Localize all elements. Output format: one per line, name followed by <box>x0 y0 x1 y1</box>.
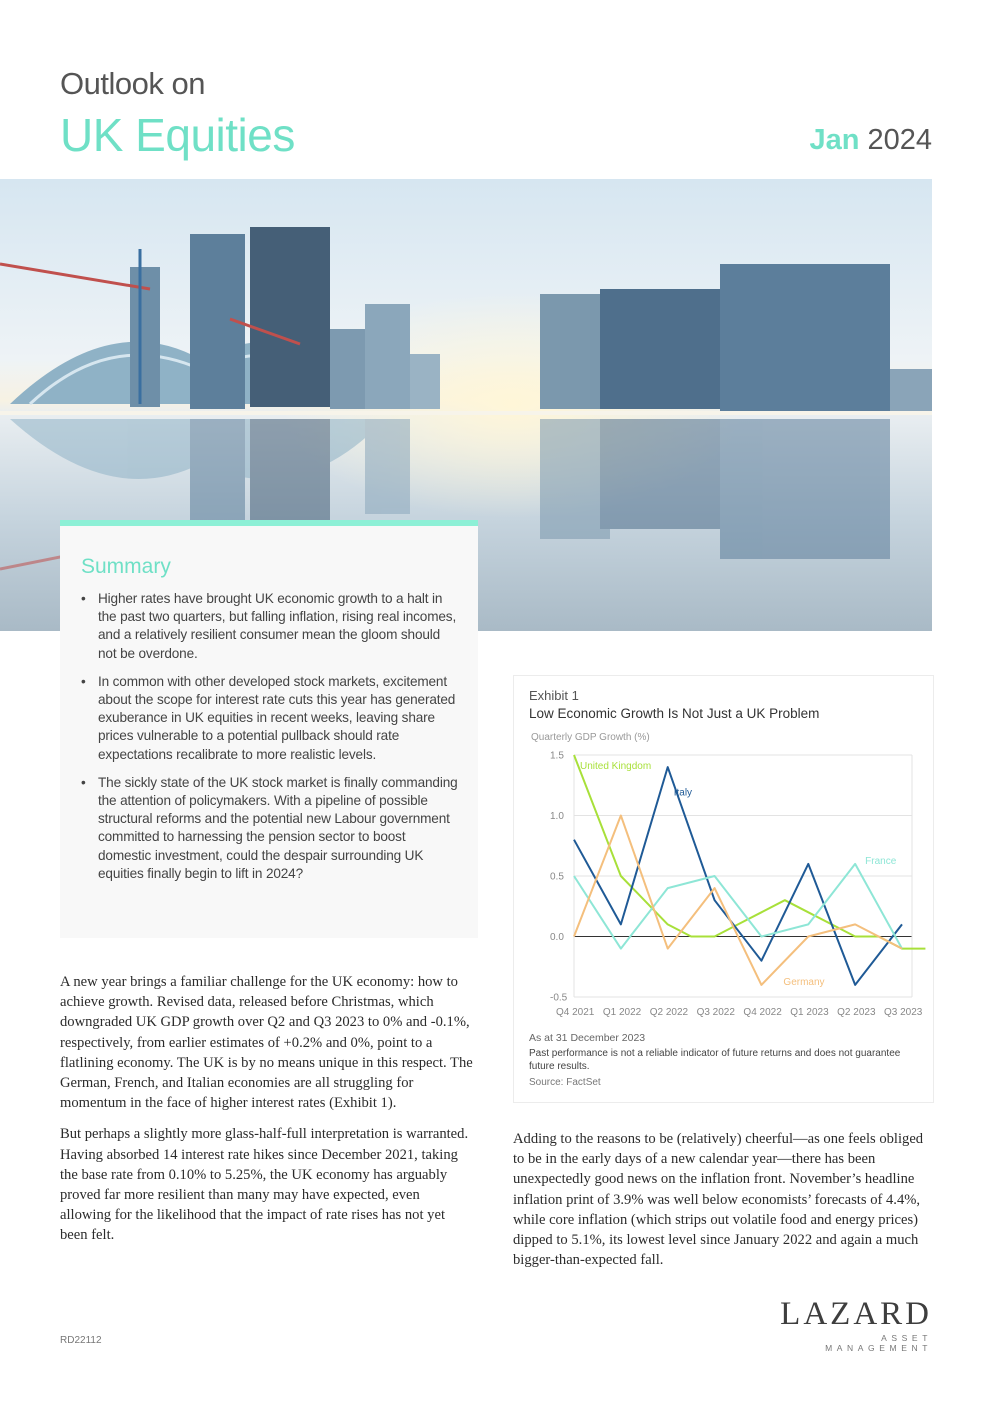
chart-series-line <box>574 755 925 949</box>
document-date <box>809 124 932 157</box>
gdp-line-chart <box>514 742 933 1022</box>
chart-x-tick-label: Q3 2022 <box>696 1007 735 1018</box>
chart-x-tick-label: Q4 2022 <box>743 1007 782 1018</box>
summary-item <box>81 774 461 883</box>
chart-y-axis-label: Quarterly GDP Growth (%) <box>531 732 650 743</box>
body-column-left <box>60 972 474 1257</box>
document-title: UK Equities <box>60 109 295 161</box>
lazard-logo <box>780 1296 932 1353</box>
body-paragraph: Adding to the reasons to be (relatively) cheerful—as one feels obliged to be in the early days of a new calendar year—there has been unexpectedly good news on the inflation front. November’s headline inflation print of 3.9% was well below economists’ forecasts of 4.4%, while core inflation (which strips out volatile food and energy prices) dipped to 5.1%, its lowest level since January 2022 and again a much bigger-than-expected fall. <box>513 1131 924 1269</box>
chart-y-tick-label: 0.0 <box>550 932 564 943</box>
date-year: 2024 <box>867 124 932 156</box>
chart-series-label: United Kingdom <box>580 761 652 772</box>
summary-item-text: The sickly state of the UK stock market is finally commanding the attention of policymakers. With a pipeline of possible structural reforms and the potential new Labour government committed to harnessing the pension sector to boost domestic investment, could the despair surrounding UK equities finally begin to lift in 2024? <box>98 774 458 881</box>
summary-list <box>81 590 461 893</box>
chart-series-label: Italy <box>673 787 693 799</box>
summary-panel <box>60 520 478 938</box>
chart-y-tick-label: 1.5 <box>550 750 564 762</box>
chart-series-label: France <box>865 855 897 867</box>
chart-x-tick-label: Q3 2023 <box>884 1007 923 1018</box>
chart-x-tick-label: Q4 2021 <box>556 1007 595 1018</box>
chart-y-tick-label: 1.0 <box>550 811 564 822</box>
document-code: RD22112 <box>60 1335 102 1346</box>
summary-item <box>81 590 461 663</box>
chart-x-tick-label: Q1 2023 <box>790 1007 829 1018</box>
summary-heading: Summary <box>81 555 171 578</box>
bullet-icon: • <box>81 673 86 689</box>
document-kicker: Outlook on <box>60 66 205 101</box>
logo-wordmark: LAZARD <box>780 1296 932 1332</box>
logo-subtitle: ASSET MANAGEMENT <box>825 1333 932 1353</box>
exhibit-panel <box>513 675 934 1103</box>
exhibit-label: Exhibit 1 <box>529 688 579 703</box>
chart-series-line <box>574 816 902 985</box>
body-paragraph: A new year brings a familiar challenge for the UK economy: how to achieve growth. Revised data, released before Christmas, which downgraded UK GDP growth over Q2 and Q3 2023 to 0% and -0.1%, respectively, from earlier estimates of +0.2% and 0%, point to a flatlining economy. The UK is by no means unique in this respect. The German, French, and Italian economies are all struggling for momentum in the face of higher interest rates (Exhibit 1). <box>60 974 473 1112</box>
body-paragraph: But perhaps a slightly more glass-half-full interpretation is warranted. Having absorbed 14 interest rate hikes since December 2021, taking the base rate from 0.10% to 5.25%, the UK economy has arguably proved far more resilient than many may have expected, even allowing for the likelihood that the impact of rate rises has not yet been felt. <box>60 1126 469 1244</box>
chart-series-label: Germany <box>783 976 825 988</box>
chart-x-tick-label: Q2 2023 <box>837 1007 876 1018</box>
exhibit-date-note: As at 31 December 2023 <box>529 1032 646 1044</box>
chart-y-tick-label: -0.5 <box>550 992 568 1004</box>
summary-item-text: Higher rates have brought UK economic growth to a halt in the past two quarters, but falling inflation, rising real incomes, and a relatively resilient consumer mean the gloom should not be overdone. <box>98 591 457 661</box>
date-month: Jan <box>809 124 860 156</box>
body-column-right <box>513 1129 933 1281</box>
chart-x-tick-label: Q1 2022 <box>602 1007 642 1018</box>
summary-item <box>81 673 461 764</box>
chart-x-tick-label: Q2 2022 <box>649 1007 689 1018</box>
chart-y-tick-label: 0.5 <box>550 871 564 883</box>
exhibit-disclaimer: Past performance is not a reliable indicator of future returns and does not guarantee future results. <box>529 1048 901 1072</box>
bullet-icon: • <box>81 591 86 606</box>
exhibit-title: Low Economic Growth Is Not Just a UK Problem <box>529 706 820 721</box>
bullet-icon: • <box>81 774 86 790</box>
exhibit-source: Source: FactSet <box>529 1077 601 1088</box>
summary-item-text: In common with other developed stock markets, excitement about the scope for interest rate cuts this year has generated exuberance in UK equities in recent weeks, leaving share prices vulnerable to a potential pullback should rate expectations recalibrate to more realistic levels. <box>98 673 456 762</box>
